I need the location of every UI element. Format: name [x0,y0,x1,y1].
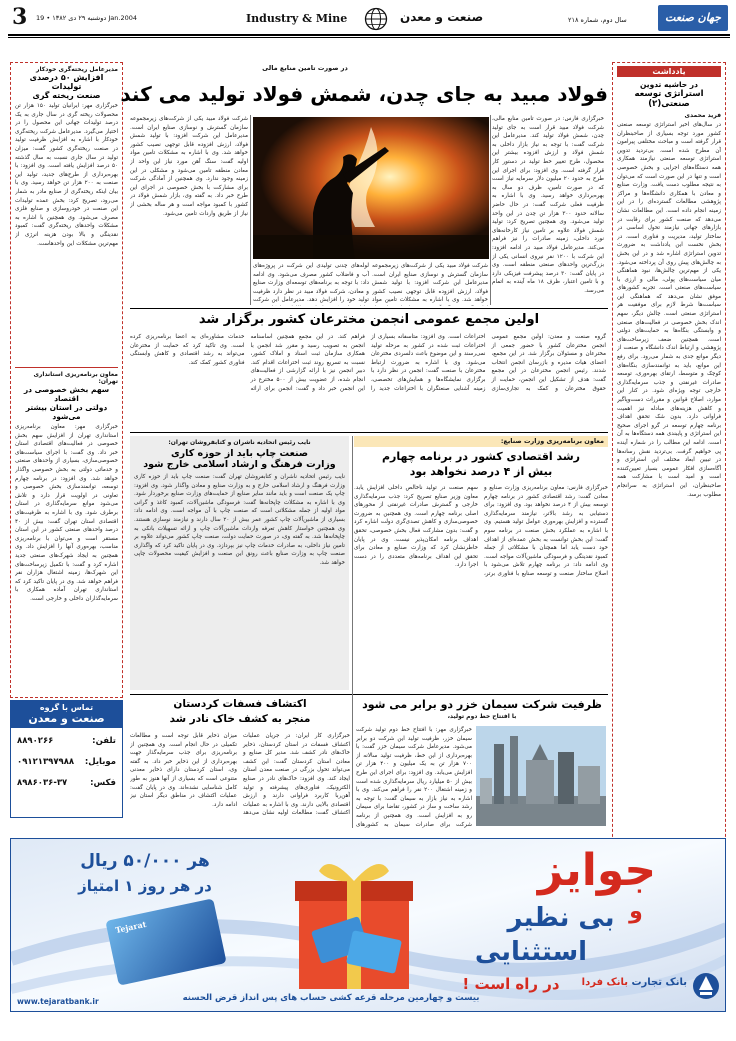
bank-emblem-icon [691,971,721,1001]
right-column-note [612,62,726,862]
bank-logo [581,967,723,1007]
ad-website[interactable]: www.tejaratbank.ir [17,997,99,1006]
publishing-title-2: وزارت فرهنگ و ارشاد اسلامی خارج شود [143,459,336,470]
left-sub-title-2: سهم بخش خصوصی در اقتصاد [23,385,110,403]
left-sub-title-3: دولتی در استان بیشتر می‌شود [25,403,108,421]
card-label: Tejarat [114,918,148,936]
note-label: یادداشت [617,66,721,77]
contact-row: موبایل: ۰۹۱۲۱۳۹۷۹۸۸ [17,757,116,767]
page-header [8,6,730,36]
inventors-headline: اولین مجمع عمومی انجمن مخترعان کشور برگزار شد [198,312,540,327]
lead-body-mid: شرکت فولاد مبید یکی از شرکت‌های زیرمجموعه سازمان گسترش و نوسازی صنایع ایران است. مدیرعامل این شرکت افزود: با تولید شمش فولاد، ارزش افزوده قابل توجهی نصیب کشور خواهد شد. وی با اشاره به مشکلات تامین مواد [372,263,488,304]
contact-row: فکس: ۸۹۸۶۰۳۶-۳۷ [17,778,116,788]
phosphate-title-1: اکتشاف فسفات کردستان [173,698,307,710]
newspaper-logo [658,5,728,31]
inventors-body: گروه صنعت و معدن: اولین مجمع عمومی انجمن مخترعان کشور با حضور جمعی از مخترعان و مسئولان برگزار شد. در این مجمع، اعضای هیات مدیره و بازرسان انجمن انتخاب شدند. رئیس انجمن مخترعان در این مجمع گفت: هدف از تشکیل این انجمن، حمایت از حقوق مخترعان و کمک به تجاری‌سازی اختراعات است. وی افزود: متاسفانه بسیاری از اختراعات ثبت شده در کشور به مرحله تولید نمی‌رسند و این موضوع باعث دلسردی مخترعان می‌شود. وی با اشاره به ضرورت ارتباط مخترعان با صنعت گفت: انجمن در نظر دارد با برگزاری نمایشگاه‌ها و همایش‌های تخصصی، زمینه آشنایی صنعتگران با اختراعات جدید را فراهم کند. در این مجمع همچنین اساسنامه انجمن به تصویب رسید و مقرر شد انجمن با همکاری سازمان ثبت اسناد و املاک کشور، نسبت به تسریع روند ثبت اختراعات اقدام کند. دبیر انجمن نیز با ارائه گزارشی از فعالیت‌های انجام شده، از عضویت بیش از ۵۰۰ مخترع در این انجمن خبر داد و گفت: انجمن برای ارائه خدمات مشاوره‌ای به اعضا برنامه‌ریزی کرده است. وی تاکید کرد که حمایت از مخترعان می‌تواند به رشد اقتصادی و کاهش وابستگی فناوری کشور کمک کند. [130,334,606,392]
lead-body-far-left: شرکت فولاد مبید یکی از شرکت‌های زیرمجموعه سازمان گسترش و نوسازی صنایع ایران است. مدیرعامل این شرکت افزود: با تولید شمش فولاد، ارزش افزوده قابل توجهی نصیب کشور خواهد شد. وی با اشاره به مشکلات تامین مواد اولیه گفت: سنگ آهن مورد نیاز این واحد از معادن منطقه تامین می‌شود و مشکلی در این زمینه وجود ندارد. وی همچنین از آمادگی شرکت برای مشارکت با بخش خصوصی در اجرای این طرح خبر داد. به گفته وی، بازار شمش فولاد در کشور با کمبود مواجه است و هر ساله بخشی از نیاز از طریق واردات تامین می‌شود. [130,116,248,217]
ad-coming: در راه است ! [462,975,560,993]
note-body: در سال‌های اخیر استراتژی توسعه صنعتی کشور مورد توجه بسیاری از صاحبنظران قرار گرفته است و مباحث مختلفی پیرامون آن مطرح شده است. بی‌تردید تدوین استراتژی توسعه صنعتی نیازمند همکاری همه دستگاه‌های اجرایی و بخش خصوصی است و تنها در این صورت است که می‌توان به نتیجه مطلوب دست یافت. وزارت صنایع و معادن با همکاری دانشگاه‌ها و مراکز پژوهشی مطالعات گسترده‌ای را در این زمینه انجام داده است. این مطالعات نشان می‌دهد که صنعت کشور برای رقابت در بازارهای جهانی نیازمند تحول اساسی در ساختار تولید، مدیریت و فناوری است. در بخش نخست این یادداشت به ضرورت تدوین استراتژی اشاره شد و در این بخش به چالش‌های پیش روی آن پرداخته می‌شود. یکی از مهم‌ترین چالش‌ها، نبود هماهنگی میان سیاست‌های پولی، مالی و ارزی با سیاست‌های صنعتی است. تجربه کشورهای موفق نشان می‌دهد که هماهنگی این سیاست‌ها شرط لازم برای موفقیت هر استراتژی صنعتی است. چالش دیگر، سهم اندک بخش خصوصی در فعالیت‌های صنعتی و وابستگی بنگاه‌ها به حمایت‌های دولتی است. همچنین ضعف زیرساخت‌های پژوهشی و ارتباط اندک دانشگاه و صنعت از دیگر موانع جدی به شمار می‌رود. برای رفع این موانع، باید به توانمندسازی بنگاه‌های کوچک و متوسط، ارتقای بهره‌وری، توسعه صادرات غیرنفتی و جذب سرمایه‌گذاری خارجی توجه ویژه‌ای شود. در کنار این موارد، اصلاح قوانین و مقررات دست‌وپاگیر و کاهش هزینه‌های مبادله نیز اهمیت فراوانی دارد. بدون شک تحقق اهداف برنامه چهارم توسعه در گرو اجرای صحیح این استراتژی و پایبندی همه دستگاه‌ها به آن است. ادامه این مطالب را در شماره آینده پی خواهیم گرفت. بی‌تردید نقش رسانه‌ها در تبیین ابعاد مختلف این استراتژی و آگاه‌سازی افکار عمومی بسیار تعیین‌کننده است و امید است با مشارکت همه صاحبنظران، این استراتژی به سرانجام مطلوب برسد. [617,122,721,498]
contact-header [11,701,122,728]
lead-body-left: لوله‌های چدنی تولیدی این شرکت در پروژه‌های آب و فاضلاب کشور مصرف می‌شود. وی ادامه داد: با توجه به برنامه‌های توسعه‌ای وزارت صنایع و معادن، شرکت فولاد مبید در نظر دارد ظرفیت تولید خود را افزایش دهد. مدیرعامل این شرکت [253,263,369,304]
publishing-body: نایب رئیس اتحادیه ناشران و کتابفروشان تهران گفت: صنعت چاپ باید از حوزه کاری وزارت فرهنگ و ارشاد اسلامی خارج و به وزارت صنایع و معادن واگذار شود. وی افزود: چاپ یک صنعت است و باید مانند سایر صنایع از حمایت‌های وزارت صنایع برخوردار شود. وی با اشاره به مشکلات چاپخانه‌ها گفت: فرسودگی ماشین‌آلات، کمبود کاغذ و گرانی مواد اولیه از جمله مشکلاتی است که صنعت چاپ با آن مواجه است. وی ادامه داد: بسیاری از ماشین‌آلات چاپ کشور عمر بیش از ۲۰ سال دارند و نیازمند نوسازی هستند. وی همچنین خواستار کاهش تعرفه واردات ماشین‌آلات چاپ و ارائه تسهیلات بانکی به چاپخانه‌ها شد. به گفته وی، در صورت حمایت دولت، صنعت چاپ کشور می‌تواند علاوه بر تامین نیاز داخلی، به صادرات خدمات چاپ نیز بپردازد. وی در پایان تاکید کرد که واگذاری صنعت چاپ به وزارت صنایع باعث رونق این صنعت و افزایش کیفیت محصولات چاپی خواهد شد. [134,474,345,566]
page-number: 3 [12,4,28,30]
lead-headline: فولاد مبید به جای چدن، شمش فولاد تولید می کند [120,82,608,106]
ad-prize-line-1: هر ۵۰/۰۰۰ ریال [80,851,210,871]
contact-title-2: صنعت و معدن [28,712,105,725]
lead-kicker: در صورت تامین منابع مالی [262,64,348,72]
lead-body-right: خبرگزاری فارس: در صورت تامین منابع مالی، شرکت فولاد مبید قرار است به جای تولید چدن، شمش فولاد تولید کند. مدیرعامل این شرکت گفت: با توجه به نیاز بازار داخلی به شمش فولاد و ارزش افزوده بیشتر این محصول، طرح تغییر خط تولید در دستور کار قرار گرفته است. وی افزود: برای اجرای این طرح به حدود ۲۰ میلیون دلار سرمایه نیاز است که در صورت تامین، ظرف دو سال به بهره‌برداری خواهد رسید. وی با اشاره به ظرفیت فعلی شرکت گفت: در حال حاضر سالانه حدود ۳۰۰ هزار تن چدن در این واحد تولید می‌شود. وی همچنین تصریح کرد: تولید شمش فولاد علاوه بر تامین نیاز کارخانه‌های نورد داخلی، زمینه صادرات را نیز فراهم می‌کند. مدیرعامل فولاد مبید در ادامه افزود: این شرکت با ۱۲۰۰ نفر نیروی انسانی یکی از بزرگ‌ترین واحدهای صنعتی منطقه است. وی در پایان گفت: ۳۰ درصد پیشرفت فیزیکی دارد و با تامین اعتبار، ظرف ۱۸ ماه آینده به اتمام می‌رسد. [492,116,604,294]
section-fa: صنعت و معدن [400,10,484,24]
growth-kicker: معاون برنامه‌ریزی وزارت صنایع: [500,437,604,445]
left-column [10,62,123,698]
contact-row: تلفن: ۸۸۹۰۲۶۶ [17,736,116,746]
bank-ad [10,838,726,1012]
left-title-2: صنعت ریخته گری [32,91,101,100]
ad-footer-text: بیست و چهارمین مرحله قرعه کشی حساب های پس انداز قرض الحسنه [182,993,480,1003]
phosphate-body: خبرگزاری کار ایران: در جریان عملیات اکتشاف فسفات در استان کردستان، ذخایر خاک‌های نادر کشف شد. مدیر کل صنایع و معادن استان کردستان گفت: این کشف می‌تواند تحول بزرگی در صنعت معدن استان ایجاد کند. وی افزود: خاک‌های نادر در صنایع الکترونیک، فناوری‌های پیشرفته و تولید آهن‌ربا کاربرد فراوانی دارند و ارزش اقتصادی بالایی دارند. وی با اشاره به عملیات اکتشاف گفت: مطالعات اولیه نشان می‌دهد میزان ذخایر قابل توجه است و مطالعات تکمیلی در حال انجام است. وی همچنین از برنامه‌ریزی برای جذب سرمایه‌گذار جهت بهره‌برداری از این ذخایر خبر داد. به گفته وی، استان کردستان دارای ذخایر معدنی متنوعی است که بسیاری از آنها هنوز به طور کامل شناسایی نشده‌اند. وی در پایان گفت: عملیات اکتشاف در مناطق دیگر استان نیز ادامه دارد. [130,733,350,817]
contact-rows [11,728,122,788]
left-sub-title-1: معاون برنامه‌ریزی استانداری تهران: [33,371,118,385]
note-title-1: در حاشیه تدوین [640,80,698,89]
date-line: دوشنبه ۲۹ دی ۱۳۸۲ • 19 Jan.2004 [36,14,137,22]
left-body-1: خبرگزاری مهر: ایرانیان تولید ۱۵۰ هزار تن محصولات ریخته گری در سال جاری به یک درصد تولیدات جهانی این محصول را در اختیار می‌گیرد. مدیرعامل شرکت ریخته‌گری خودکار با اشاره به افزایش ظرفیت تولید در صنعت ریخته‌گری کشور گفت: میزان تولید در سال جاری نسبت به سال گذشته ۵۰ درصد افزایش یافته است. وی افزود: با بهره‌برداری از طرح‌های جدید، تولید این صنعت به ۲۰۰ هزار تن خواهد رسید. وی با بیان اینکه ریخته‌گری از صنایع مادر به شمار می‌رود، تصریح کرد: بخش عمده تولیدات این صنعت در خودروسازی و صنایع فلزی مصرف می‌شود. وی همچنین با اشاره به مشکلات واحدهای ریخته‌گری گفت: کمبود نقدینگی و بالا بودن هزینه انرژی از مهم‌ترین مشکلات این واحدهاست. [15,103,118,247]
cement-kicker: با افتتاح خط دوم تولید، [447,713,517,720]
note-author: فرید محمدی [684,112,721,119]
logo-text: جهان صنعت [665,11,721,24]
contact-box [10,700,123,818]
phosphate-title-2: منجر به کشف خاک نادر شد [169,713,311,725]
section-en: Industry & Mine [246,12,348,25]
contact-title-1: تماس با گروه [39,703,94,712]
publishing-kicker: نایب رئیس اتحادیه ناشران و کتابفروشان تهران: [168,439,311,446]
globe-icon [364,7,388,31]
ad-gift-box [279,853,429,993]
bank-name: بانک تجارت بانک فردا [581,977,687,988]
left-kicker: مدیرعامل ریخته‌گری خودکار [36,66,118,73]
ad-big-word-1: جوایز [537,845,657,896]
cement-photo [476,726,606,826]
ad-big-word-4: استثنایی [474,937,588,967]
note-title-2: استراتژی توسعه صنعتی(۲) [634,89,704,109]
bank-slogan: بانک فردا [581,977,628,988]
growth-kicker-box [354,436,608,447]
cement-body: خبرگزاری مهر: با افتتاح خط دوم تولید شرکت سیمان خزر، ظرفیت تولید این شرکت دو برابر می‌شود. مدیرعامل شرکت سیمان خزر گفت: با بهره‌برداری از این خط، ظرفیت تولید سالانه از ۷۰۰ هزار تن به یک میلیون و ۴۰۰ هزار تن افزایش می‌یابد. وی افزود: برای اجرای این طرح بیش از ۵۰ میلیارد ریال سرمایه‌گذاری شده است و زمینه اشتغال ۲۰۰ نفر را فراهم می‌کند. وی با اشاره به نیاز بازار به سیمان گفت: با توجه به رشد ساخت و ساز در کشور، تقاضا برای سیمان رو به افزایش است. وی همچنین از برنامه شرکت برای صادرات سیمان به کشورهای [356,727,472,828]
growth-title-2: بیش از ۴ درصد نخواهد بود [409,465,553,478]
cement-title: ظرفیت شرکت سیمان خزر دو برابر می شود [362,698,602,711]
lead-photo [253,117,489,259]
issue-line: سال دوم، شماره ۲۱۸ [568,16,627,24]
growth-title-1: رشد اقتصادی کشور در برنامه چهارم [381,450,581,463]
ad-big-word-2: بی نظیر [507,903,615,933]
publishing-title-1: صنعت چاپ باید از حوزه کاری [170,448,309,459]
left-title-1: افزایش ۵۰ درصدی تولیدات [29,73,104,91]
ad-prize-line-2: در هر روز ۱ امتیاز [78,877,212,895]
left-body-2: خبرگزاری مهر: معاون برنامه‌ریزی استانداری تهران از افزایش سهم بخش خصوصی در فعالیت‌های اقتصادی استان خبر داد. وی گفت: با اجرای سیاست‌های خصوصی‌سازی، بسیاری از واحدهای صنعتی و خدماتی دولتی به بخش خصوصی واگذار خواهد شد. وی افزود: در برنامه چهارم توسعه، توانمندسازی بخش خصوصی و تعاونی در اولویت قرار دارد و تلاش می‌شود موانع سرمایه‌گذاری در استان برطرف شود. وی با اشاره به ظرفیت‌های اقتصادی استان تهران گفت: بیش از ۴۰ درصد واحدهای صنعتی کشور در این استان مستقر است و می‌توان با برنامه‌ریزی مناسب، بهره‌وری آنها را افزایش داد. وی همچنین به ایجاد شهرک‌های صنعتی جدید اشاره کرد و گفت: با تکمیل زیرساخت‌های این شهرک‌ها، زمینه اشتغال هزاران نفر فراهم خواهد شد. وی در پایان تاکید کرد که استانداری تهران آماده همکاری با سرمایه‌گذاران داخلی و خارجی است. [15,424,118,602]
ad-big-word-3: و [629,899,643,924]
publishing-box [130,436,349,690]
growth-body: خبرگزاری فارس: معاون برنامه‌ریزی وزارت صنایع و معادن گفت: رشد اقتصادی کشور در برنامه چهارم توسعه بیش از ۴ درصد نخواهد بود. وی افزود: برای دستیابی به رشد بالاتر، نیازمند سرمایه‌گذاری گسترده و افزایش بهره‌وری عوامل تولید هستیم. وی با اشاره به عملکرد بخش صنعت در برنامه سوم گفت: این بخش توانست به بخش عمده‌ای از اهداف خود دست یابد اما همچنان با مشکلاتی از جمله کمبود نقدینگی و فرسودگی ماشین‌آلات مواجه است. وی ادامه داد: در برنامه چهارم تلاش می‌شود با اصلاح ساختار صنعت و توسعه صنایع با فناوری برتر، سهم صنعت در تولید ناخالص داخلی افزایش یابد. معاون وزیر صنایع تصریح کرد: جذب سرمایه‌گذاری خارجی و گسترش صادرات غیرنفتی از محورهای اصلی برنامه چهارم است. وی همچنین به ضرورت خصوصی‌سازی و کاهش تصدی‌گری دولت اشاره کرد و گفت: بدون مشارکت فعال بخش خصوصی، تحقق اهداف برنامه امکان‌پذیر نیست. وی در پایان خاطرنشان کرد که وزارت صنایع و معادن برای تحقق این اهداف برنامه‌های متعددی را در دست اجرا دارد. [354,485,608,577]
